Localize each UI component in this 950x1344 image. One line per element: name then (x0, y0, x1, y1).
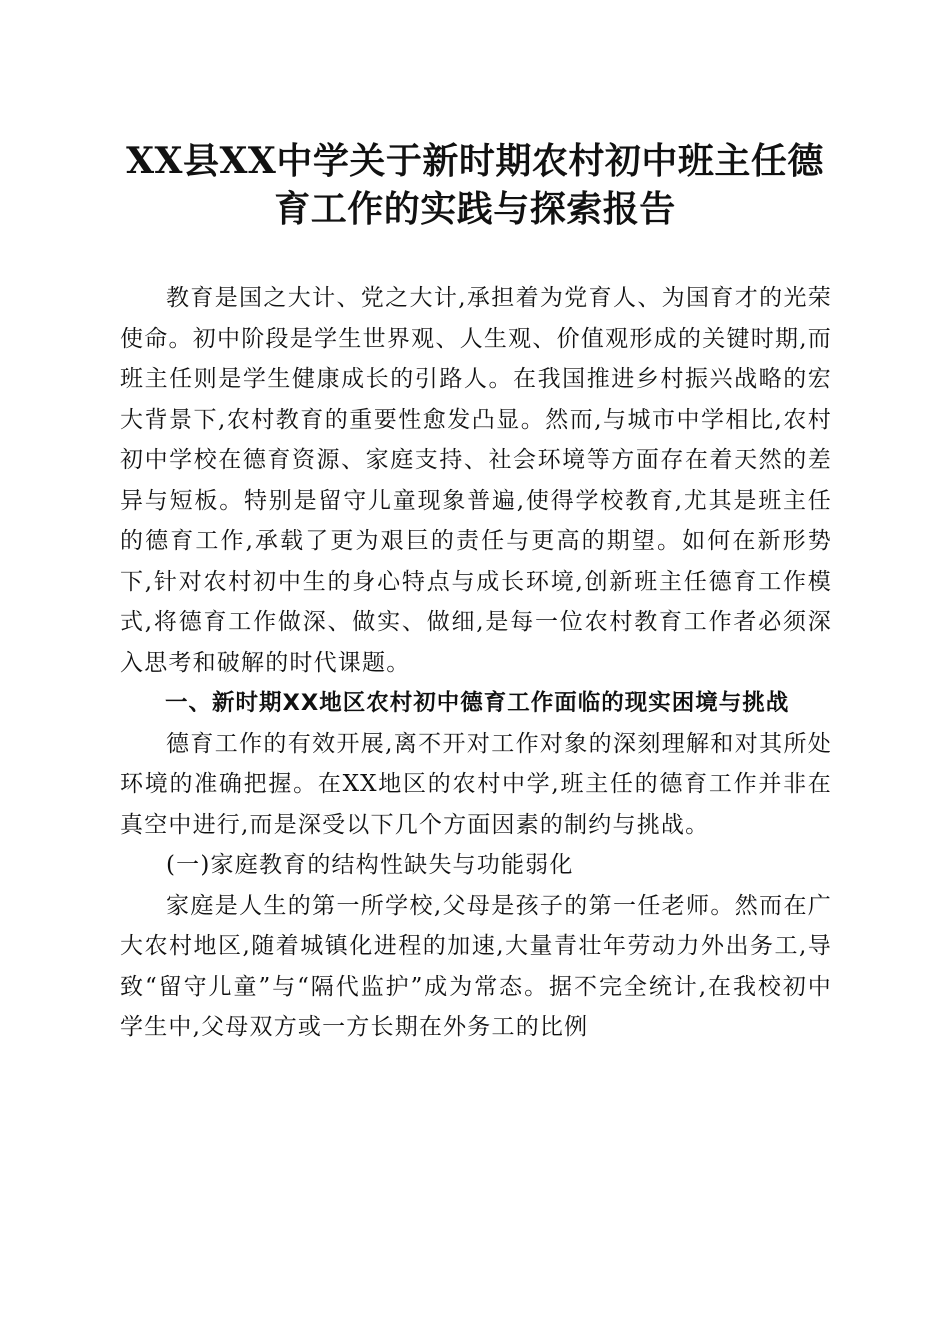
document-body (120, 278, 832, 1048)
section-1-intro-paragraph: 德育工作的有效开展,离不开对工作对象的深刻理解和对其所处环境的准确把握。在XX地区的农村中学,班主任的德育工作并非在真空中进行,而是深受以下几个方面因素的制约与挑战。 (120, 730, 832, 838)
title-line-2: 育工作的实践与探索报告 (274, 188, 676, 230)
section-1-heading: 一、新时期XX地区农村初中德育工作面临的现实困境与挑战 (165, 690, 790, 716)
subsection-1-heading: (一)家庭教育的结构性缺失与功能弱化 (166, 852, 574, 878)
intro-paragraph: 教育是国之大计、党之大计,承担着为党育人、为国育才的光荣使命。初中阶段是学生世界观、人生观、价值观形成的关键时期,而班主任则是学生健康成长的引路人。在我国推进乡村振兴战略的宏大背景下,农村教育的重要性愈发凸显。然而,与城市中学相比,农村初中学校在德育资源、家庭支持、社会环境等方面存在着天然的差异与短板。特别是留守儿童现象普遍,使得学校教育,尤其是班主任的德育工作,承载了更为艰巨的责任与更高的期望。如何在新形势下,针对农村初中生的身心特点与成长环境,创新班主任德育工作模式,将德育工作做深、做实、做细,是每一位农村教育工作者必须深入思考和破解的时代课题。 (120, 285, 832, 676)
subsection-1-paragraph: 家庭是人生的第一所学校,父母是孩子的第一任老师。然而在广大农村地区,随着城镇化进程的加速,大量青壮年劳动力外出务工,导致“留守儿童”与“隔代监护”成为常态。据不完全统计,在我校初中学生中,父母双方或一方长期在外务工的比例 (120, 892, 832, 1040)
title-line-1: XX县XX中学关于新时期农村初中班主任德 (126, 140, 824, 182)
document-title (100, 137, 850, 233)
